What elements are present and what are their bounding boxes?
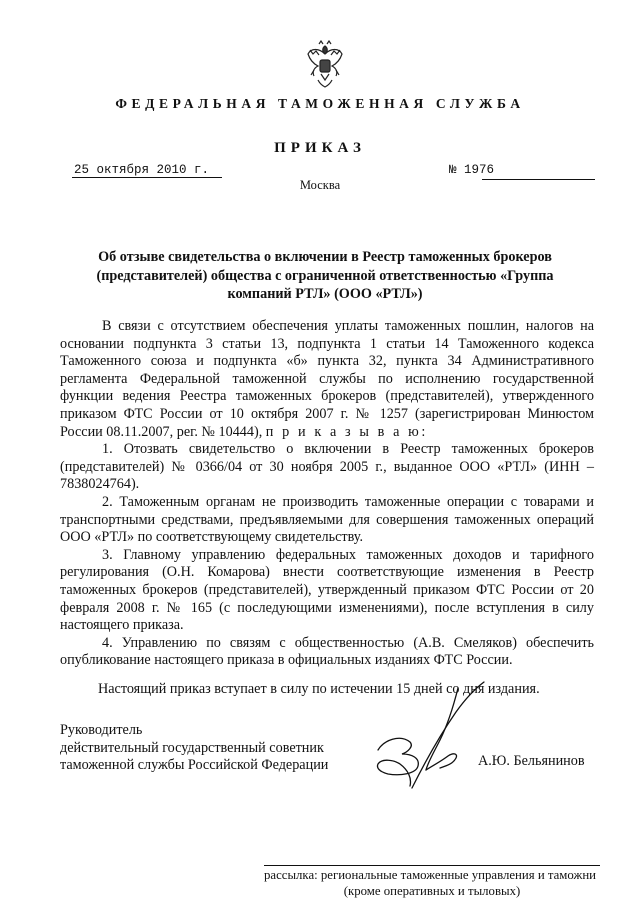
preamble-paragraph [60,318,594,441]
preamble-text: В связи с отсутствием обеспечения уплаты таможенных пошлин, налогов на основании подпункта 3 статьи 13, подпункта 1 статьи 14 Таможенного кодекса Таможенного союза и подпункта «б» пункта 32, пункта 34 Административного регламента Федеральной таможенной службы по исполнению государственной функции ведения Реестра таможенных брокеров (представителей), утвержденного приказом ФТС России от 10 октября 2007 г. № 1257 (зарегистрирован Минюстом России 08.11.2007, рег. № 10444), [60,318,594,440]
signer-rank: действительный государственный советник [60,739,324,756]
signer-rank-continued: таможенной службы Российской Федерации [60,757,329,774]
order-heading: ПРИКАЗ [274,140,366,156]
distribution-line-2: (кроме оперативных и тыловых) [343,884,521,898]
order-date: 25 октября 2010 г. [72,163,222,178]
order-item-2: 2. Таможенным органам не производить таможенные операции с товарами и транспортными средствами, предъявляемыми для совершения таможенных операций ООО «РТЛ» по соответствующему свидетельству. [60,493,594,546]
order-item-4: 4. Управлению по связям с общественностью (А.В. Смеляков) обеспечить опубликование настоящего приказа в официальных изданиях ФТС России. [60,634,594,669]
order-body [60,318,594,670]
distribution-note [264,867,600,899]
effective-date-statement: Настоящий приказ вступает в силу по истечении 15 дней со дня издания. [98,681,540,697]
order-verb: п р и к а з ы в а ю: [265,423,428,440]
signer-name: А.Ю. Бельянинов [478,753,585,769]
signer-position: Руководитель [60,722,143,738]
distribution-separator [264,865,600,866]
document-title: Об отзыве свидетельства о включении в Реестр таможенных брокеров (представителей) общества с ограниченной ответственностью «Группа компаний РТЛ» (ООО «РТЛ») [96,249,554,302]
agency-name: ФЕДЕРАЛЬНАЯ ТАМОЖЕННАЯ СЛУЖБА [115,96,525,111]
signer-block [60,722,328,775]
order-number: № 1976 [449,163,495,177]
handwritten-signature [350,678,490,798]
coat-of-arms-icon [306,40,344,88]
order-city: Москва [299,178,341,192]
order-item-3: 3. Главному управлению федеральных таможенных доходов и тарифного регулирования (О.Н. Комарова) внести соответствующие изменения в Реестр таможенных брокеров (представителей), утвержденный приказом ФТС России от 20 февраля 2008 г. № 165 (с последующими изменениями), после вступления в силу настоящего приказа. [60,546,594,634]
order-item-1: 1. Отозвать свидетельство о включении в Реестр таможенных брокеров (представителей) № 0366/04 от 30 ноября 2005 г., выданное ООО «РТЛ» (ИНН – 7838024764). [60,441,594,493]
distribution-line-1: рассылка: региональные таможенные управления и таможни [264,868,597,882]
